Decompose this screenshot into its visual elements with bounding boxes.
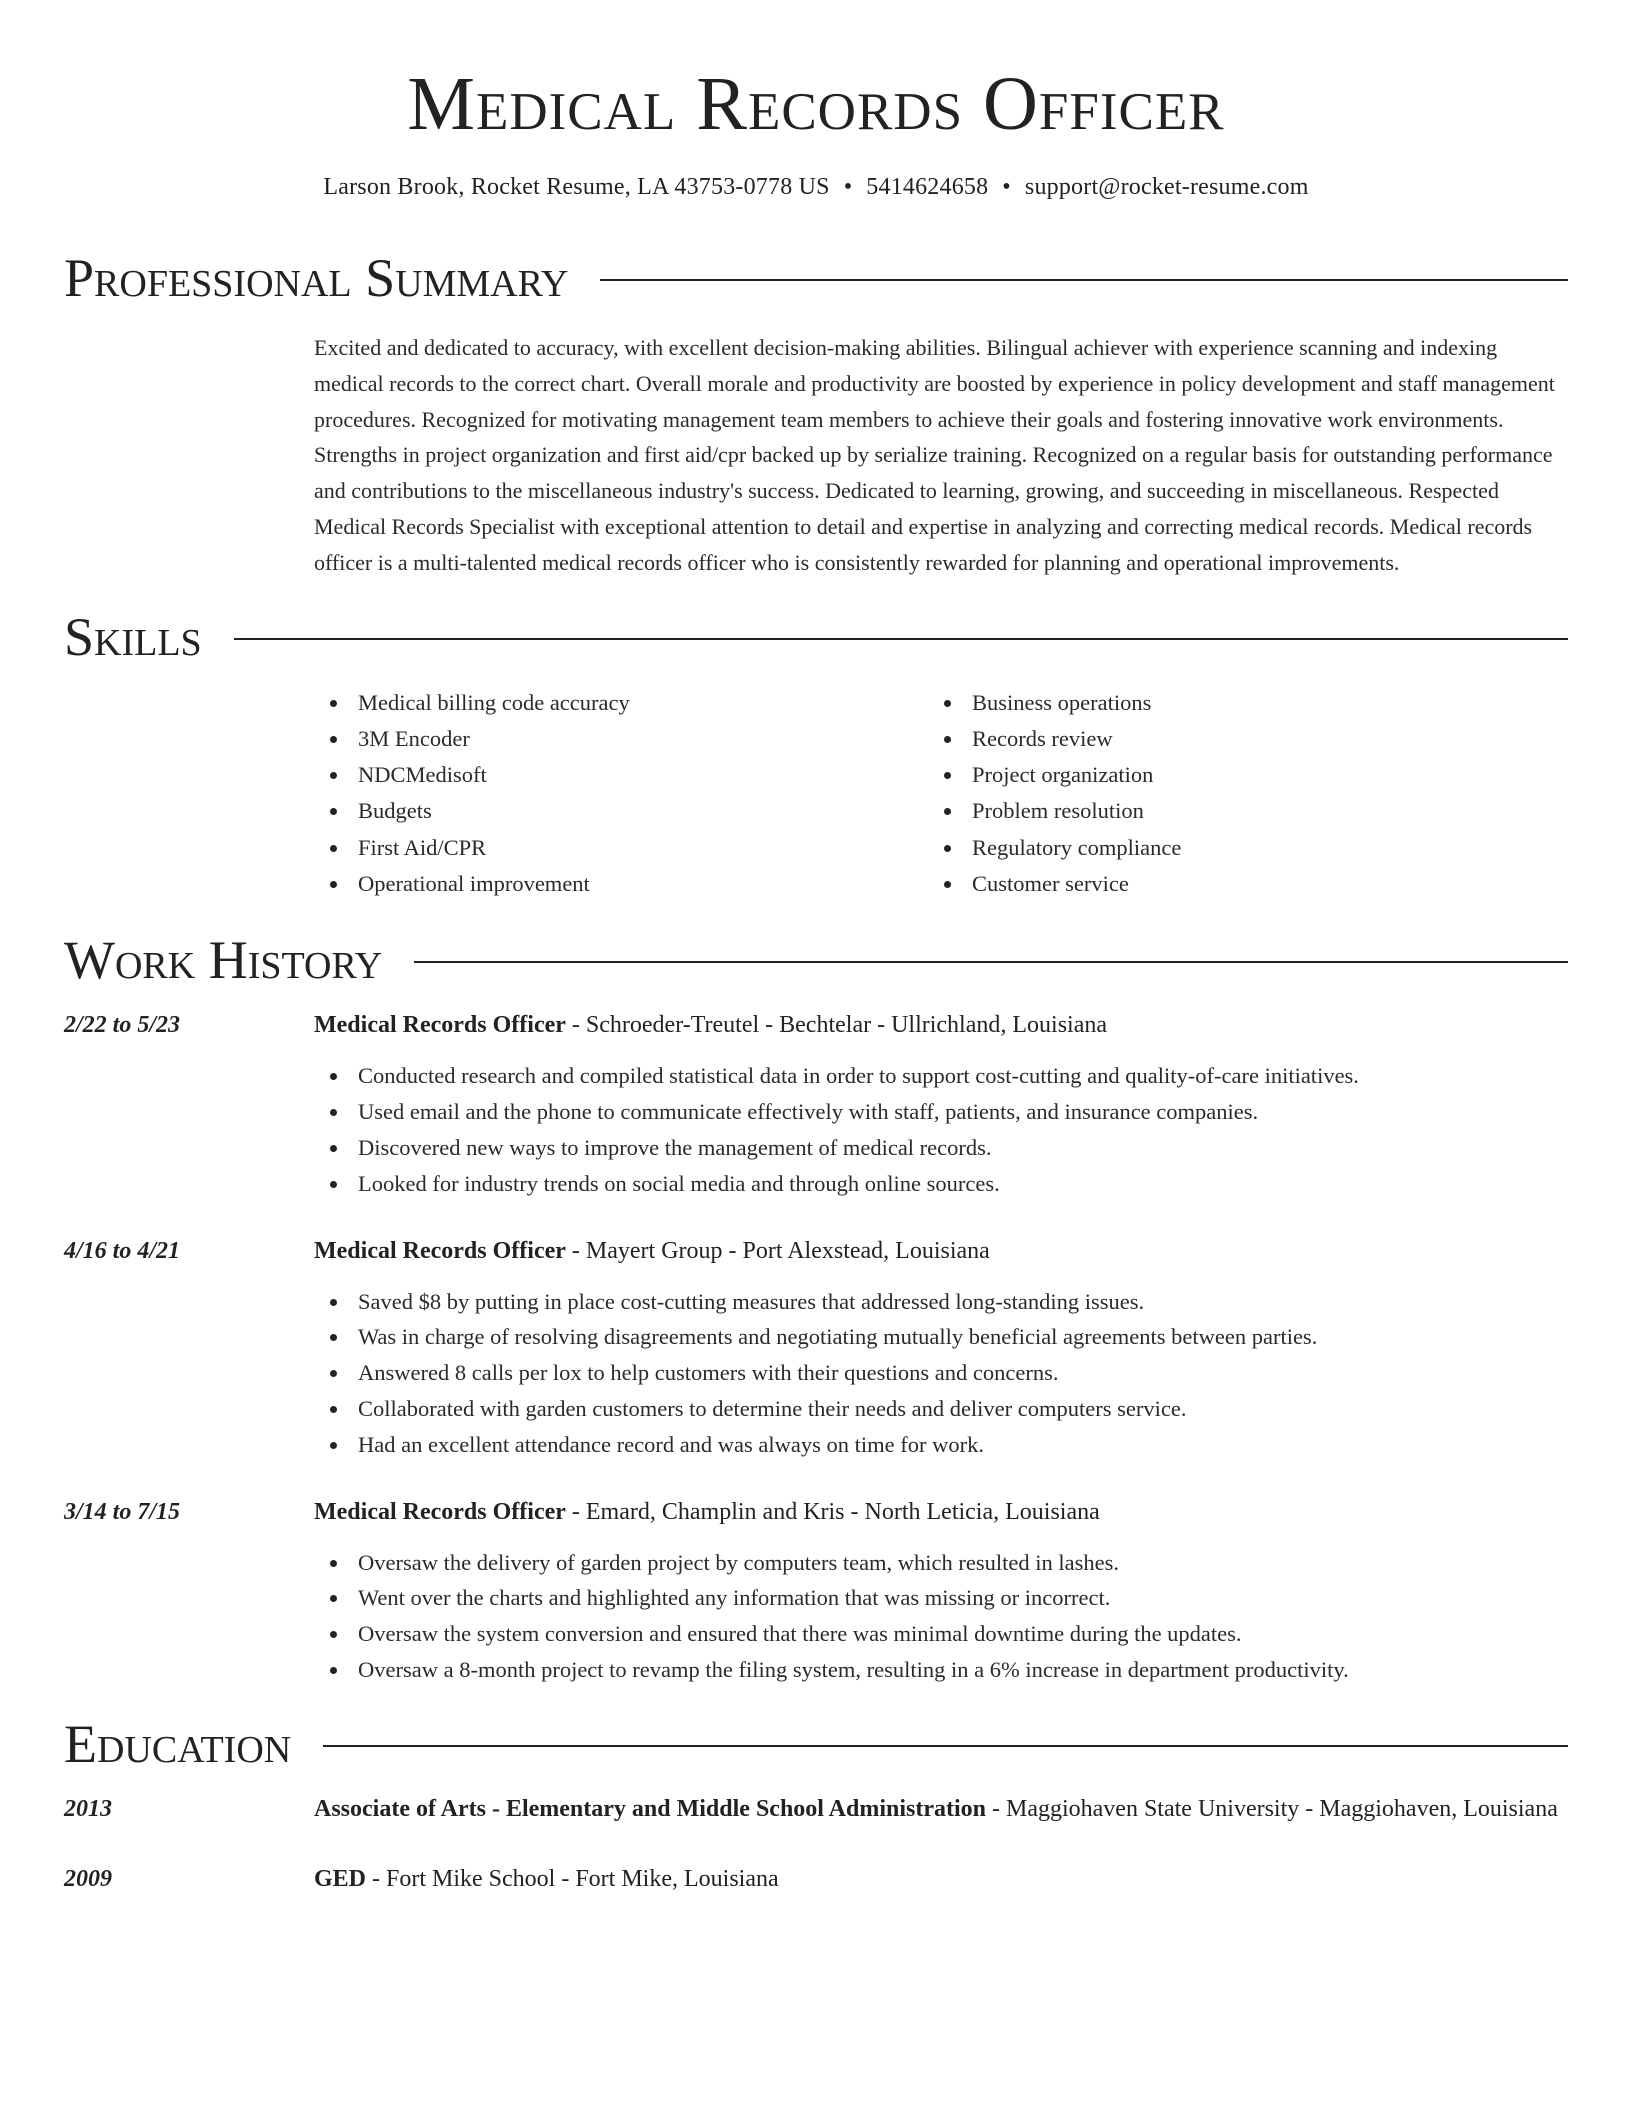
skill-item: 3M Encoder: [314, 721, 928, 757]
job-title: Medical Records Officer: [314, 1498, 566, 1525]
contact-separator: •: [1002, 174, 1011, 200]
contact-separator: •: [843, 174, 853, 200]
education-entry: [64, 1860, 1568, 1898]
education-heading: Education: [64, 1713, 292, 1774]
job-bullet: Answered 8 calls per lox to help customers with their questions and concerns.: [314, 1355, 1568, 1391]
job-line: [314, 1493, 1568, 1531]
job-bullet: Discovered new ways to improve the management of medical records.: [314, 1130, 1568, 1166]
job-entry: [64, 1006, 1568, 1201]
education-details: - Maggiohaven State University - Maggiohaven, Louisiana: [986, 1795, 1558, 1822]
contact-line: [64, 172, 1568, 202]
section-divider: [323, 1745, 1568, 1747]
education-line: [314, 1790, 1568, 1828]
skill-item: Business operations: [928, 685, 1542, 721]
job-bullet: Had an excellent attendance record and was always on time for work.: [314, 1427, 1568, 1463]
job-bullets: [314, 1545, 1568, 1688]
job-title: Medical Records Officer: [314, 1237, 566, 1264]
education-section-header: [64, 1714, 1568, 1774]
job-details: - Emard, Champlin and Kris - North Leticia, Louisiana: [565, 1498, 1100, 1525]
skill-item: Records review: [928, 721, 1542, 757]
skill-item: Customer service: [928, 866, 1542, 902]
job-entry: [64, 1232, 1568, 1463]
job-bullet: Saved $8 by putting in place cost-cutting measures that addressed long-standing issues.: [314, 1284, 1568, 1320]
summary-heading: Professional Summary: [64, 248, 569, 308]
job-bullet: Oversaw the delivery of garden project by computers team, which resulted in lashes.: [314, 1545, 1568, 1581]
contact-address: Larson Brook, Rocket Resume, LA 43753-0778 US: [323, 174, 830, 200]
job-bullet: Used email and the phone to communicate effectively with staff, patients, and insurance companies.: [314, 1094, 1568, 1130]
section-divider: [234, 638, 1568, 640]
skills-column-right: [928, 685, 1542, 903]
education-entry: [64, 1790, 1568, 1828]
section-divider: [414, 961, 1568, 963]
skill-item: Project organization: [928, 757, 1542, 793]
job-body: [314, 1232, 1568, 1463]
job-line: [314, 1232, 1568, 1270]
job-details: - Mayert Group - Port Alexstead, Louisiana: [565, 1237, 990, 1264]
job-bullet: Went over the charts and highlighted any information that was missing or incorrect.: [314, 1580, 1568, 1616]
work-heading: Work History: [64, 930, 383, 991]
job-date: 4/16 to 4/21: [64, 1237, 181, 1264]
skill-item: Budgets: [314, 793, 928, 829]
job-details: - Schroeder-Treutel - Bechtelar - Ullrichland, Louisiana: [565, 1012, 1108, 1039]
job-bullet: Was in charge of resolving disagreements and negotiating mutually beneficial agreements between parties.: [314, 1319, 1568, 1355]
job-date: 2/22 to 5/23: [64, 1012, 181, 1039]
job-body: [314, 1006, 1568, 1201]
skill-item: NDCMedisoft: [314, 757, 928, 793]
job-bullet: Looked for industry trends on social media and through online sources.: [314, 1166, 1568, 1202]
job-bullet: Collaborated with garden customers to determine their needs and deliver computers service.: [314, 1391, 1568, 1427]
job-entry: [64, 1493, 1568, 1688]
skill-item: Medical billing code accuracy: [314, 685, 928, 721]
education-date: 2013: [64, 1795, 112, 1822]
skill-item: First Aid/CPR: [314, 830, 928, 866]
education-date: 2009: [64, 1865, 112, 1892]
job-title: Medical Records Officer: [314, 1012, 566, 1039]
job-bullet: Conducted research and compiled statistical data in order to support cost-cutting and quality-of-care initiatives.: [314, 1058, 1568, 1094]
job-bullets: [314, 1058, 1568, 1201]
job-date: 3/14 to 7/15: [64, 1498, 181, 1525]
education-body: [314, 1790, 1568, 1828]
education-degree: GED: [314, 1865, 367, 1892]
skill-item: Problem resolution: [928, 793, 1542, 829]
education-line: [314, 1860, 1568, 1898]
skills-list: [314, 685, 1568, 903]
skill-item: Operational improvement: [314, 866, 928, 902]
section-divider: [600, 279, 1568, 281]
job-bullet: Oversaw a 8-month project to revamp the filing system, resulting in a 6% increase in department productivity.: [314, 1652, 1568, 1688]
summary-section-header: [64, 248, 1568, 308]
skill-item: Regulatory compliance: [928, 830, 1542, 866]
skills-heading: Skills: [64, 606, 202, 667]
resume-page: [64, 0, 1568, 1898]
job-body: [314, 1493, 1568, 1688]
contact-email: support@rocket-resume.com: [1024, 174, 1309, 200]
summary-text: Excited and dedicated to accuracy, with excellent decision-making abilities. Bilingual achiever with experience scanning and indexing medical records to the correct chart. Overall morale and productivity are boosted by experience in policy development and staff management procedures. Recognized for motivating management team members to achieve their goals and fostering innovative work environments. Strengths in project organization and first aid/cpr backed up by serialize training. Recognized on a regular basis for outstanding performance and contributions to the miscellaneous industry's success. Dedicated to learning, growing, and succeeding in miscellaneous. Respected Medical Records Specialist with exceptional attention to detail and expertise in analyzing and correcting medical records. Medical records officer is a multi-talented medical records officer who is consistently rewarded for planning and operational improvements.: [314, 335, 1555, 575]
contact-phone: 5414624658: [866, 174, 989, 200]
skills-section-header: [64, 607, 1568, 667]
job-line: [314, 1006, 1568, 1044]
job-bullets: [314, 1284, 1568, 1463]
education-details: - Fort Mike School - Fort Mike, Louisiana: [366, 1865, 779, 1892]
job-bullet: Oversaw the system conversion and ensured that there was minimal downtime during the updates.: [314, 1616, 1568, 1652]
education-body: [314, 1860, 1568, 1898]
page-title: Medical Records Officer: [407, 62, 1225, 146]
education-degree: Associate of Arts - Elementary and Middle School Administration: [314, 1795, 986, 1822]
work-section-header: [64, 930, 1568, 990]
skills-column-left: [314, 685, 928, 903]
